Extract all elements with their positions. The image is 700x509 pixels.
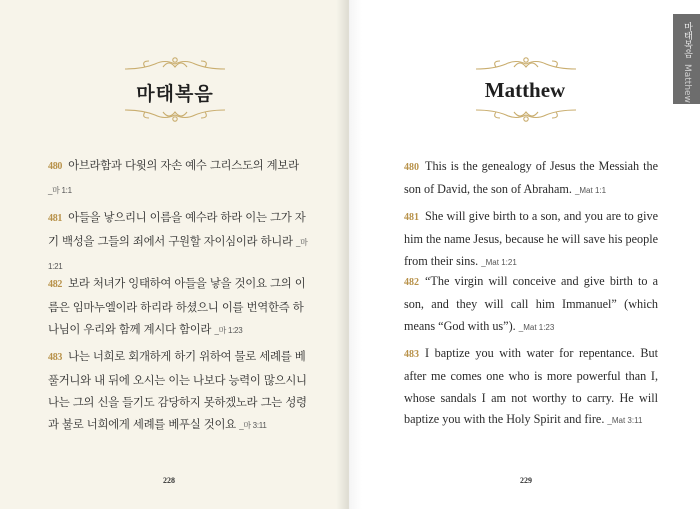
- verse-text: 아들을 낳으리니 이름을 예수라 하라 이는 그가 자기 백성을 그들의 죄에서 구원할 자이심이라 하니라: [48, 210, 306, 248]
- page-title: Matthew: [484, 78, 566, 102]
- verse-reference: _Mat 1:1: [574, 185, 607, 195]
- verse-number: 482: [404, 277, 419, 288]
- verse-text: 아브라함과 다윗의 자손 예수 그리스도의 계보라: [68, 158, 299, 172]
- verse-text: “The virgin will conceive and give birth to a son, and they will call him Immanuel” (which means “God with us”).: [404, 274, 658, 333]
- side-tab-label: [673, 22, 700, 103]
- verse-item: [48, 272, 310, 342]
- bottom-ornament-icon: [474, 106, 578, 124]
- verse-item: [404, 206, 658, 273]
- verse-number: 481: [404, 212, 419, 223]
- verse-item: [404, 156, 658, 202]
- verse-reference: _마 1:23: [214, 326, 243, 335]
- book-gutter: [336, 0, 362, 509]
- top-ornament-icon: [474, 55, 578, 73]
- verse-text: 보라 처녀가 잉태하여 아들을 낳을 것이요 그의 이름은 임마누엘이라 하리라 하셨으니 이를 번역한즉 하나님이 우리와 함께 계시다 함이라: [48, 276, 306, 336]
- bottom-ornament-icon: [123, 106, 227, 124]
- verse-number: 480: [48, 161, 63, 172]
- verse-text: She will give birth to a son, and you are to give him the name Jesus, because he will save his people from their sins.: [404, 209, 658, 268]
- verse-number: 480: [404, 162, 419, 173]
- verse-item: [404, 343, 658, 432]
- verse-reference: _마 3:11: [239, 421, 267, 430]
- verse-item: [48, 154, 310, 202]
- verse-number: 483: [404, 349, 419, 360]
- page-number: 229: [520, 476, 532, 485]
- page-title: 마태복음: [136, 83, 214, 105]
- page-number: 228: [163, 476, 175, 485]
- verse-reference: _마 1:1: [48, 186, 72, 195]
- side-tab-label-ko: 마태복음: [682, 22, 692, 58]
- verse-reference: _Mat 1:23: [518, 322, 555, 332]
- verse-number: 482: [48, 279, 63, 290]
- verse-text: This is the genealogy of Jesus the Messiah the son of David, the son of Abraham.: [404, 159, 658, 196]
- verse-reference: _마 1:21: [48, 238, 308, 271]
- verse-item: [48, 206, 310, 278]
- top-ornament-icon: [123, 55, 227, 73]
- verse-item: [404, 271, 658, 338]
- side-index-tab[interactable]: [673, 14, 700, 104]
- side-tab-label-en: Matthew: [682, 63, 692, 103]
- verse-reference: _Mat 3:11: [607, 416, 643, 426]
- verse-text: 나는 너희로 회개하게 하기 위하여 물로 세례를 베풀거니와 내 뒤에 오시는 이는 나보다 능력이 많으시니 나는 그의 신을 들기도 감당하지 못하겠노라 그는 성령과 불로 너희에게 세례를 베푸실 것이요: [48, 349, 307, 431]
- verse-item: [48, 345, 310, 437]
- verse-reference: _Mat 1:21: [481, 257, 517, 267]
- verse-number: 483: [48, 352, 63, 363]
- verse-text: I baptize you with water for repentance. But after me comes one who is more powerful than I, whose sandals I am not worthy to carry. He will baptize you with the Holy Spirit and fire.: [404, 346, 658, 427]
- verse-number: 481: [48, 213, 63, 224]
